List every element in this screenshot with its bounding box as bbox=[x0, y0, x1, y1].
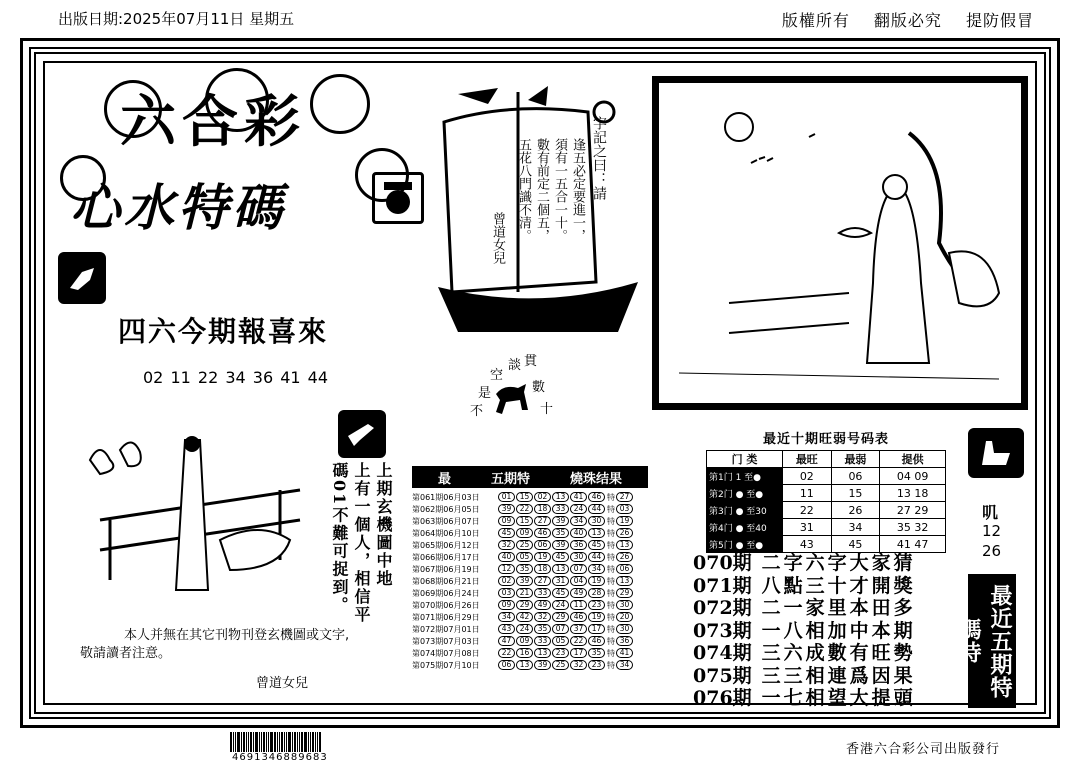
result-ball: 29 bbox=[552, 612, 569, 622]
result-ball: 04 bbox=[570, 576, 587, 586]
result-ball: 45 bbox=[552, 588, 569, 598]
result-ball: 29 bbox=[516, 600, 533, 610]
result-ball: 44 bbox=[588, 552, 605, 562]
result-ball: 39 bbox=[552, 540, 569, 550]
result-ball: 18 bbox=[534, 504, 551, 514]
result-ball: 13 bbox=[552, 492, 569, 502]
history-results bbox=[412, 466, 648, 671]
result-ball: 06 bbox=[534, 540, 551, 550]
table-row: 第062期06月05日 39 22 18 33 24 44 特 03 bbox=[412, 503, 648, 515]
result-ball: 39 bbox=[516, 576, 533, 586]
table-row: 第069期06月24日 03 21 33 45 49 28 特 29 bbox=[412, 587, 648, 599]
special-ball: 29 bbox=[616, 588, 633, 598]
special-ball: 06 bbox=[616, 564, 633, 574]
result-ball: 23 bbox=[552, 648, 569, 658]
result-ball: 34 bbox=[570, 516, 587, 526]
table-header-row: 门 类 最旺 最弱 提供 bbox=[707, 451, 946, 468]
special-ball: 26 bbox=[616, 528, 633, 538]
table-row: 第074期07月08日 22 16 13 23 17 35 特 41 bbox=[412, 647, 648, 659]
result-ball: 46 bbox=[570, 612, 587, 622]
table-row: 第061期06月03日 01 15 02 13 41 46 特 27 bbox=[412, 491, 648, 503]
table-row: 第073期07月03日 47 09 33 05 22 46 特 36 bbox=[412, 635, 648, 647]
table-row: 第068期06月21日 02 39 27 31 04 19 特 13 bbox=[412, 575, 648, 587]
boat-line-1: 逢五必定要進一， bbox=[570, 138, 585, 242]
special-ball: 13 bbox=[616, 540, 633, 550]
result-ball: 39 bbox=[552, 516, 569, 526]
result-ball: 24 bbox=[570, 504, 587, 514]
result-ball: 27 bbox=[534, 576, 551, 586]
result-ball: 25 bbox=[552, 660, 569, 670]
emblem-icon bbox=[372, 172, 424, 224]
table-row: 第2门 ● 至● 11 15 13 18 bbox=[707, 485, 946, 502]
result-ball: 46 bbox=[534, 528, 551, 538]
result-ball: 35 bbox=[588, 648, 605, 658]
result-ball: 40 bbox=[498, 552, 515, 562]
special-ball: 20 bbox=[616, 612, 633, 622]
result-ball: 07 bbox=[570, 564, 587, 574]
result-ball: 06 bbox=[498, 660, 515, 670]
main-title: 六合彩 bbox=[120, 89, 306, 155]
list-item: 074期 三六成數有旺勢 bbox=[693, 642, 916, 664]
monk-illustration bbox=[659, 83, 1021, 403]
scholar-illustration bbox=[80, 430, 320, 610]
result-ball: 01 bbox=[498, 492, 515, 502]
list-item: 070期 二字六字大家猜 bbox=[693, 552, 916, 574]
result-ball: 13 bbox=[516, 660, 533, 670]
result-ball: 49 bbox=[534, 600, 551, 610]
result-ball: 17 bbox=[588, 624, 605, 634]
result-ball: 13 bbox=[552, 564, 569, 574]
boat-line-2: 須有一五合一十。 bbox=[552, 138, 567, 242]
result-ball: 49 bbox=[570, 588, 587, 598]
barcode-number: 4691346889683 bbox=[232, 752, 328, 763]
horse-icon bbox=[492, 380, 532, 416]
result-ball: 23 bbox=[588, 660, 605, 670]
recommended-numbers: 02 11 22 34 36 41 44 bbox=[143, 368, 329, 387]
table-row: 第071期06月29日 34 42 32 29 46 19 特 20 bbox=[412, 611, 648, 623]
special-ball: 36 bbox=[616, 636, 633, 646]
result-ball: 09 bbox=[498, 516, 515, 526]
result-ball: 41 bbox=[570, 492, 587, 502]
boat-line-3: 數有前定二個五， bbox=[534, 138, 549, 242]
boat-author: 曾道女兒 bbox=[490, 212, 505, 264]
result-ball: 24 bbox=[552, 600, 569, 610]
list-item: 072期 二一家里本田多 bbox=[693, 597, 916, 619]
list-item: 071期 八點三十才開獎 bbox=[693, 574, 916, 597]
result-ball: 13 bbox=[588, 528, 605, 538]
result-ball: 39 bbox=[534, 660, 551, 670]
table-row: 第072期07月01日 43 24 35 07 37 17 特 30 bbox=[412, 623, 648, 635]
history-header: 最 五期特 燒珠结果 bbox=[412, 466, 648, 488]
result-ball: 19 bbox=[588, 612, 605, 622]
table-row: 第066期06月17日 40 05 19 45 30 44 特 26 bbox=[412, 551, 648, 563]
table-row: 第3门 ● 至30 22 26 27 29 bbox=[707, 502, 946, 519]
result-ball: 46 bbox=[588, 636, 605, 646]
result-ball: 40 bbox=[570, 528, 587, 538]
prediction-list bbox=[693, 548, 916, 709]
table-row: 第075期07月10日 06 13 39 25 32 23 特 34 bbox=[412, 659, 648, 671]
result-ball: 45 bbox=[588, 540, 605, 550]
result-ball: 39 bbox=[498, 504, 515, 514]
table-row: 第4门 ● 至40 31 34 35 32 bbox=[707, 519, 946, 536]
result-ball: 36 bbox=[570, 540, 587, 550]
side-vertical-title: 最近五期特碼诗 bbox=[968, 574, 1016, 708]
special-ball: 27 bbox=[616, 492, 633, 502]
result-ball: 13 bbox=[534, 648, 551, 658]
result-ball: 16 bbox=[516, 648, 533, 658]
result-ball: 15 bbox=[516, 492, 533, 502]
special-ball: 30 bbox=[616, 624, 633, 634]
table-row: 第1门 1 至● 02 06 04 09 bbox=[707, 468, 946, 485]
result-ball: 02 bbox=[534, 492, 551, 502]
result-ball: 47 bbox=[498, 636, 515, 646]
result-ball: 31 bbox=[552, 576, 569, 586]
result-ball: 35 bbox=[516, 564, 533, 574]
side-kou: 叽 bbox=[982, 503, 999, 522]
sub-title: 心水特碼 bbox=[70, 178, 286, 237]
side-num-2: 26 bbox=[982, 542, 1002, 560]
result-ball: 35 bbox=[552, 528, 569, 538]
table-row: 第5门 ● 至● 43 45 41 47 bbox=[707, 536, 946, 553]
result-ball: 32 bbox=[570, 660, 587, 670]
publisher: 香港六合彩公司出版發行 bbox=[845, 742, 1000, 757]
result-ball: 27 bbox=[534, 516, 551, 526]
boat-line-4: 五花八門識不清。 bbox=[516, 138, 531, 242]
hint-column-2: 上有一個人，相信平 bbox=[352, 462, 371, 624]
result-ball: 11 bbox=[570, 600, 587, 610]
table-row: 第065期06月12日 32 25 06 39 36 45 特 13 bbox=[412, 539, 648, 551]
result-ball: 43 bbox=[498, 624, 515, 634]
table-row: 第067期06月19日 12 35 18 13 07 34 特 06 bbox=[412, 563, 648, 575]
result-ball: 24 bbox=[516, 624, 533, 634]
result-ball: 33 bbox=[552, 504, 569, 514]
monk-picture-frame bbox=[652, 76, 1028, 410]
special-ball: 30 bbox=[616, 600, 633, 610]
side-num-1: 12 bbox=[982, 522, 1002, 540]
table-row: 第063期06月07日 09 15 27 39 34 30 特 19 bbox=[412, 515, 648, 527]
result-ball: 22 bbox=[570, 636, 587, 646]
result-ball: 09 bbox=[516, 528, 533, 538]
list-item: 073期 一八相加中本期 bbox=[693, 619, 916, 642]
result-ball: 45 bbox=[498, 528, 515, 538]
hot-cold-table bbox=[706, 428, 946, 553]
special-ball: 34 bbox=[616, 660, 633, 670]
pointing-hand-icon bbox=[338, 410, 386, 458]
result-ball: 05 bbox=[516, 552, 533, 562]
horse-riddle: 貫 談 空 是 數 不 十 bbox=[470, 354, 554, 419]
hint-column-3: 碼01不難可捉到。 bbox=[330, 462, 349, 615]
result-ball: 23 bbox=[588, 600, 605, 610]
result-ball: 28 bbox=[588, 588, 605, 598]
result-ball: 09 bbox=[498, 600, 515, 610]
result-ball: 12 bbox=[498, 564, 515, 574]
result-ball: 03 bbox=[498, 588, 515, 598]
list-item: 075期 三三相連爲因果 bbox=[693, 664, 916, 687]
decor-circle bbox=[310, 74, 370, 134]
result-ball: 34 bbox=[588, 564, 605, 574]
table-row: 第070期06月26日 09 29 49 24 11 23 特 30 bbox=[412, 599, 648, 611]
result-ball: 45 bbox=[552, 552, 569, 562]
result-ball: 19 bbox=[534, 552, 551, 562]
table-title: 最近十期旺弱号码表 bbox=[762, 432, 889, 447]
disclaimer: 本人并無在其它刊物刊登玄機圖或文字, 敬請讀者注意。 曾道女兒 bbox=[80, 628, 350, 691]
barcode bbox=[230, 732, 342, 752]
result-ball: 22 bbox=[498, 648, 515, 658]
result-ball: 21 bbox=[516, 588, 533, 598]
special-ball: 26 bbox=[616, 552, 633, 562]
result-ball: 07 bbox=[552, 624, 569, 634]
hint-column-1: 上期玄機圖中地 bbox=[374, 462, 393, 588]
result-ball: 42 bbox=[516, 612, 533, 622]
result-ball: 37 bbox=[570, 624, 587, 634]
publish-date: 出版日期:2025年07月11日 星期五 bbox=[58, 10, 295, 28]
result-ball: 32 bbox=[534, 612, 551, 622]
result-ball: 46 bbox=[588, 492, 605, 502]
special-ball: 19 bbox=[616, 516, 633, 526]
list-item: 076期 一七相望大提頭 bbox=[693, 687, 916, 709]
special-ball: 41 bbox=[616, 648, 633, 658]
special-ball: 13 bbox=[616, 576, 633, 586]
result-ball: 25 bbox=[516, 540, 533, 550]
result-ball: 44 bbox=[588, 504, 605, 514]
poem-line: 四六今期報喜來 bbox=[118, 315, 329, 348]
hand-pointing-icon bbox=[58, 252, 106, 304]
result-ball: 33 bbox=[534, 636, 551, 646]
result-ball: 19 bbox=[588, 576, 605, 586]
table-row: 第064期06月10日 45 09 46 35 40 13 特 26 bbox=[412, 527, 648, 539]
result-ball: 35 bbox=[534, 624, 551, 634]
special-ball: 03 bbox=[616, 504, 633, 514]
result-ball: 33 bbox=[534, 588, 551, 598]
result-ball: 22 bbox=[516, 504, 533, 514]
copyright-notice: 版權所有 翻版必究 提防假冒 bbox=[781, 11, 1034, 30]
result-ball: 09 bbox=[516, 636, 533, 646]
result-ball: 05 bbox=[552, 636, 569, 646]
result-ball: 02 bbox=[498, 576, 515, 586]
result-ball: 30 bbox=[570, 552, 587, 562]
right-hand-icon bbox=[968, 428, 1024, 478]
result-ball: 17 bbox=[570, 648, 587, 658]
boat-heading: 字記之曰：請 bbox=[591, 116, 607, 200]
result-ball: 30 bbox=[588, 516, 605, 526]
result-ball: 18 bbox=[534, 564, 551, 574]
result-ball: 32 bbox=[498, 540, 515, 550]
result-ball: 15 bbox=[516, 516, 533, 526]
result-ball: 34 bbox=[498, 612, 515, 622]
